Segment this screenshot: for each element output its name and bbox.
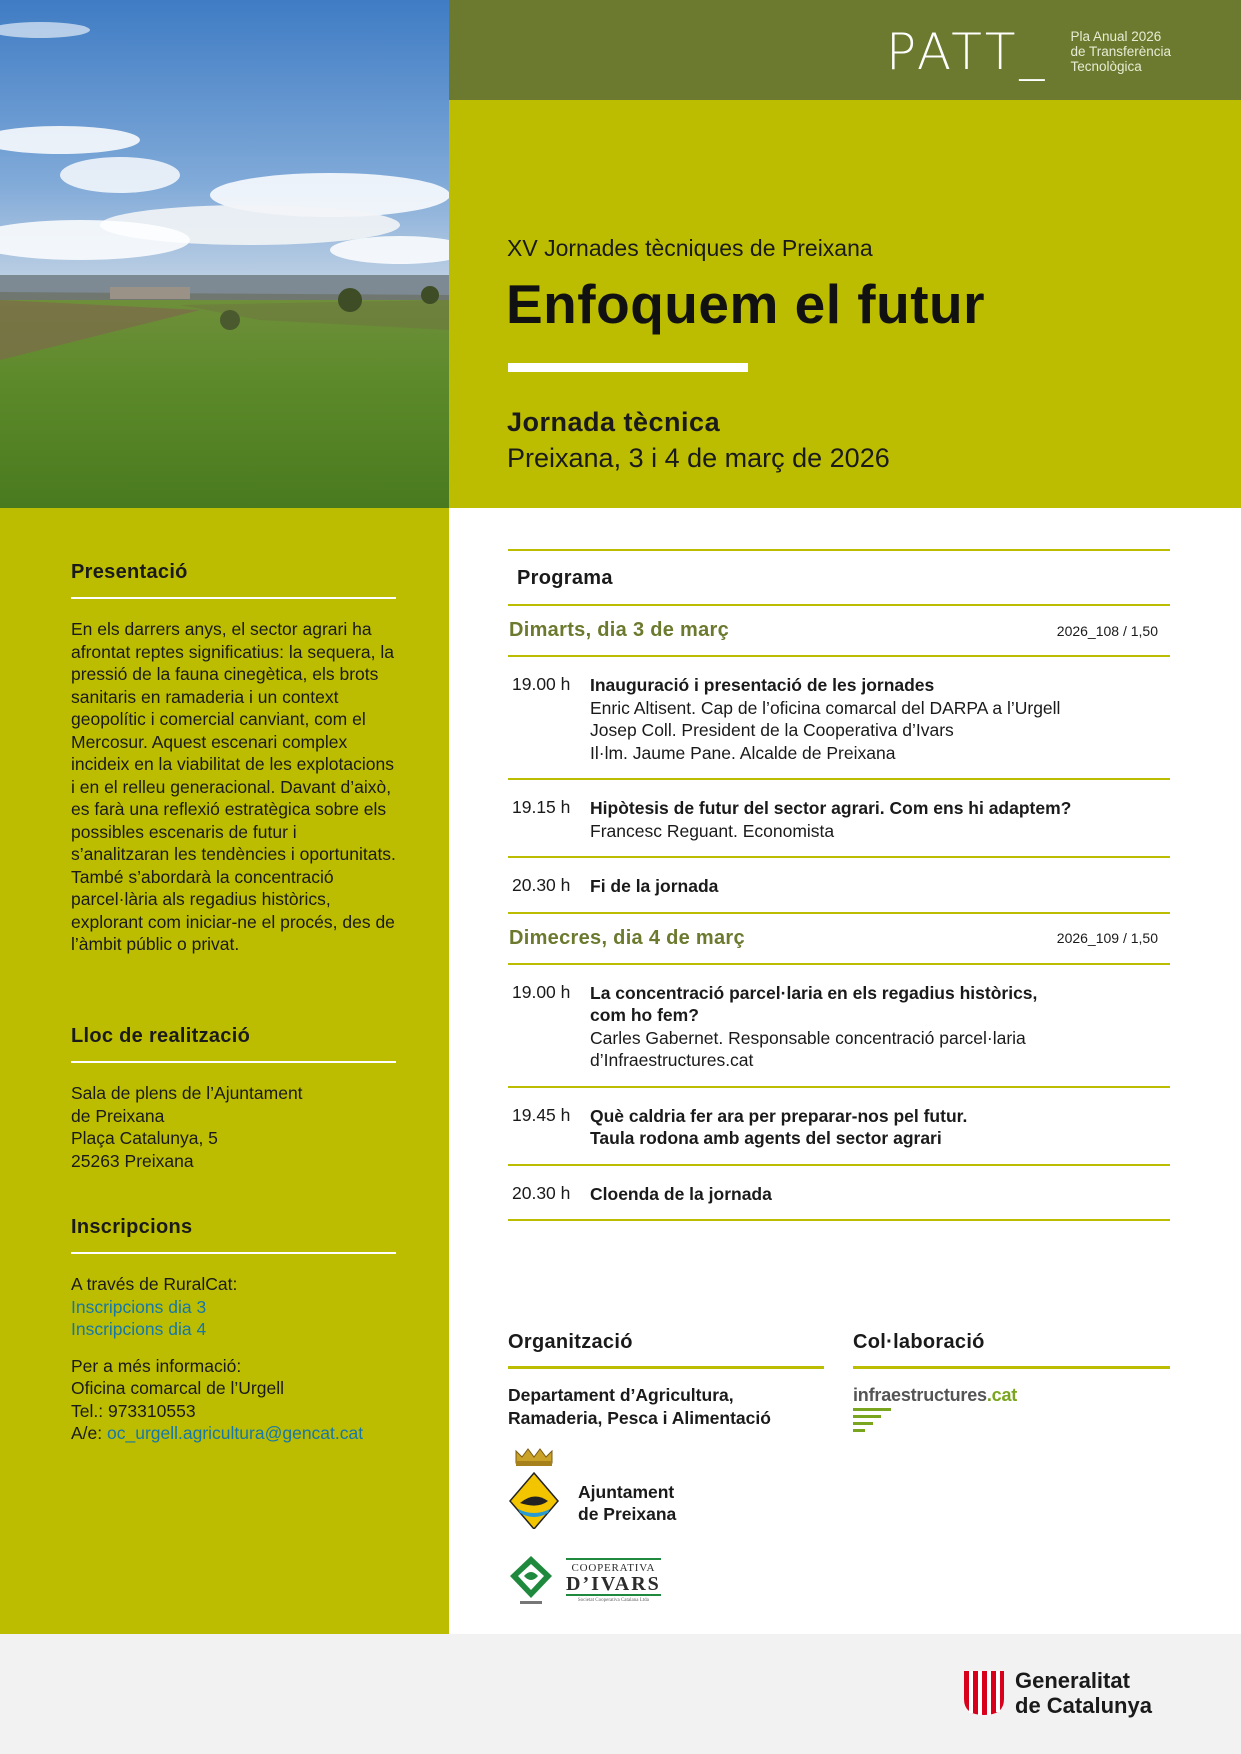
item-speaker: Carles Gabernet. Responsable concentració parcel·laria: [590, 1027, 1026, 1048]
hero-kicker: XV Jornades tècniques de Preixana: [507, 235, 873, 261]
ajuntament-logo: [508, 1447, 676, 1529]
department-line-2: Ramaderia, Pesca i Alimentació: [508, 1408, 771, 1428]
lloc-line-3: Plaça Catalunya, 5: [71, 1128, 218, 1148]
item-time: 19.45 h: [512, 1104, 571, 1125]
program-item: [508, 1088, 1170, 1166]
collaboracio-heading: Col·laboració: [853, 1331, 1170, 1369]
hero-photo: [0, 0, 449, 508]
infra-word: infraestructures: [853, 1385, 987, 1405]
department-name: [508, 1384, 824, 1430]
ajuntament-name: [578, 1481, 676, 1525]
generalitat-logo: [962, 1668, 1152, 1718]
lloc-line-1: Sala de plens de l’Ajuntament: [71, 1083, 303, 1103]
ajuntament-line-2: de Preixana: [578, 1504, 677, 1524]
item-title: Hipòtesis de futur del sector agrari. Com ens hi adaptem?: [590, 798, 1072, 818]
presentacio-heading: Presentació: [71, 561, 396, 599]
item-speaker: Enric Altisent. Cap de l’oficina comarcal del DARPA a l’Urgell: [590, 697, 1061, 718]
office-email-row: [71, 1422, 396, 1445]
program-heading: Programa: [508, 551, 1170, 606]
program-item: [508, 858, 1170, 914]
hero-place-date: Preixana, 3 i 4 de març de 2026: [507, 443, 890, 473]
collaboracio-section: [853, 1331, 1170, 1369]
email-link[interactable]: oc_urgell.agricultura@gencat.cat: [107, 1423, 364, 1443]
item-title: Què caldria fer ara per preparar-nos pel futur.: [590, 1105, 968, 1126]
day-2-name: Dimecres, dia 4 de març: [509, 926, 745, 949]
inscripcions-body: [71, 1273, 396, 1445]
patt-brand: PATT_: [885, 23, 1049, 81]
item-speaker: Francesc Reguant. Economista: [590, 820, 835, 841]
item-title-cont: Taula rodona amb agents del sector agrari: [590, 1128, 942, 1148]
department-line-1: Departament d’Agricultura,: [508, 1385, 734, 1405]
cooperativa-ivars-logo: [508, 1554, 661, 1606]
landscape-illustration: [0, 0, 449, 508]
patt-sub-line-2: de Transferència: [1070, 44, 1171, 59]
item-speaker: d’Infraestructures.cat: [590, 1050, 754, 1070]
generalitat-line-1: Generalitat: [1015, 1668, 1130, 1693]
ajuntament-line-1: Ajuntament: [578, 1482, 675, 1502]
patt-subtitle: [1070, 26, 1171, 74]
item-speaker: Josep Coll. President de la Cooperativa d’Ivars: [590, 720, 954, 740]
cooperativa-name: [566, 1558, 661, 1603]
page-title: Enfoquem el futur: [506, 273, 986, 335]
inscripcions-dia-4-link[interactable]: Inscripcions dia 4: [71, 1319, 207, 1339]
item-time: 20.30 h: [512, 1182, 571, 1203]
header-bar: [449, 0, 1241, 100]
office-name: Oficina comarcal de l’Urgell: [71, 1378, 284, 1398]
program-item: [508, 965, 1170, 1088]
program-item: [508, 780, 1170, 858]
coop-line-1: COOPERATIVA: [566, 1558, 661, 1574]
lloc-line-2: de Preixana: [71, 1105, 165, 1126]
cooperativa-leaf-icon: [508, 1554, 554, 1606]
patt-sub-line-1: Pla Anual 2026: [1070, 29, 1162, 44]
item-time: 19.00 h: [512, 981, 571, 1002]
presentacio-section: [71, 561, 396, 956]
generalitat-line-2: de Catalunya: [1015, 1693, 1152, 1718]
day-1-header: [508, 606, 1170, 657]
item-time: 20.30 h: [512, 875, 571, 895]
preixana-coat-of-arms-icon: [508, 1447, 560, 1529]
day-1-code: 2026_108 / 1,50: [1056, 622, 1158, 639]
organitzacio-heading: Organització: [508, 1331, 824, 1369]
item-title: Inauguració i presentació de les jornades: [590, 675, 935, 695]
patt-logo: [885, 23, 1171, 81]
program-table: [508, 549, 1170, 1221]
hero-subtitle: Jornada tècnica: [507, 407, 721, 437]
lloc-line-4: 25263 Preixana: [71, 1150, 194, 1171]
inscripcions-heading: Inscripcions: [71, 1216, 396, 1254]
inscripcions-via: A través de RuralCat:: [71, 1274, 238, 1294]
presentacio-text: En els darrers anys, el sector agrari ha afrontat reptes significatius: la sequera, la pressió de la fauna cinegètica, els brots sanitaris en ramaderia i un context geopolític i comercial canviant, com el Mercosur. Aquest escenari complex incideix en la viabilitat de les explotacions i en el relleu generacional. Davant d’això, es farà una reflexió estratègica sobre els possibles escenaris de futur i s’analitzaran les tendències i oportunitats. També s’abordarà la concentració parcel·lària als regadius històrics, explorant com iniciar-ne el procés, des de l’àmbit públic o privat.: [71, 619, 396, 954]
more-info-label: Per a més informació:: [71, 1355, 242, 1376]
organitzacio-section: [508, 1331, 824, 1430]
item-title: La concentració parcel·laria en els regadius històrics,: [590, 982, 1038, 1003]
coop-line-2: D’IVARS: [566, 1572, 661, 1595]
item-title: Fi de la jornada: [590, 876, 719, 896]
item-speaker: Il·lm. Jaume Pane. Alcalde de Preixana: [590, 742, 896, 763]
item-time: 19.15 h: [512, 797, 571, 817]
hero-divider: [508, 363, 748, 372]
generalitat-name: [1015, 1668, 1152, 1718]
item-title: Cloenda de la jornada: [590, 1183, 772, 1204]
coop-line-3: Societat Cooperativa Catalana Ltda: [577, 1597, 649, 1603]
infra-stripes-icon: [853, 1406, 893, 1432]
office-phone: Tel.: 973310553: [71, 1400, 196, 1421]
item-time: 19.00 h: [512, 674, 571, 694]
lloc-section: [71, 1025, 396, 1172]
inscripcions-section: [71, 1216, 396, 1445]
day-2-code: 2026_109 / 1,50: [1056, 930, 1158, 946]
inscripcions-dia-3-link[interactable]: Inscripcions dia 3: [71, 1296, 207, 1317]
lloc-heading: Lloc de realització: [71, 1025, 396, 1063]
day-1-name: Dimarts, dia 3 de març: [509, 619, 730, 641]
item-title-cont: com ho fem?: [590, 1005, 699, 1025]
program-item: [508, 657, 1170, 780]
program-item: [508, 1166, 1170, 1222]
senyera-icon: [962, 1669, 1006, 1717]
email-label: A/e:: [71, 1423, 107, 1443]
infra-ext: .cat: [986, 1385, 1018, 1405]
day-2-header: [508, 914, 1170, 965]
infraestructures-logo: [853, 1385, 1017, 1437]
patt-sub-line-3: Tecnològica: [1070, 59, 1142, 74]
lloc-address: [71, 1082, 396, 1172]
